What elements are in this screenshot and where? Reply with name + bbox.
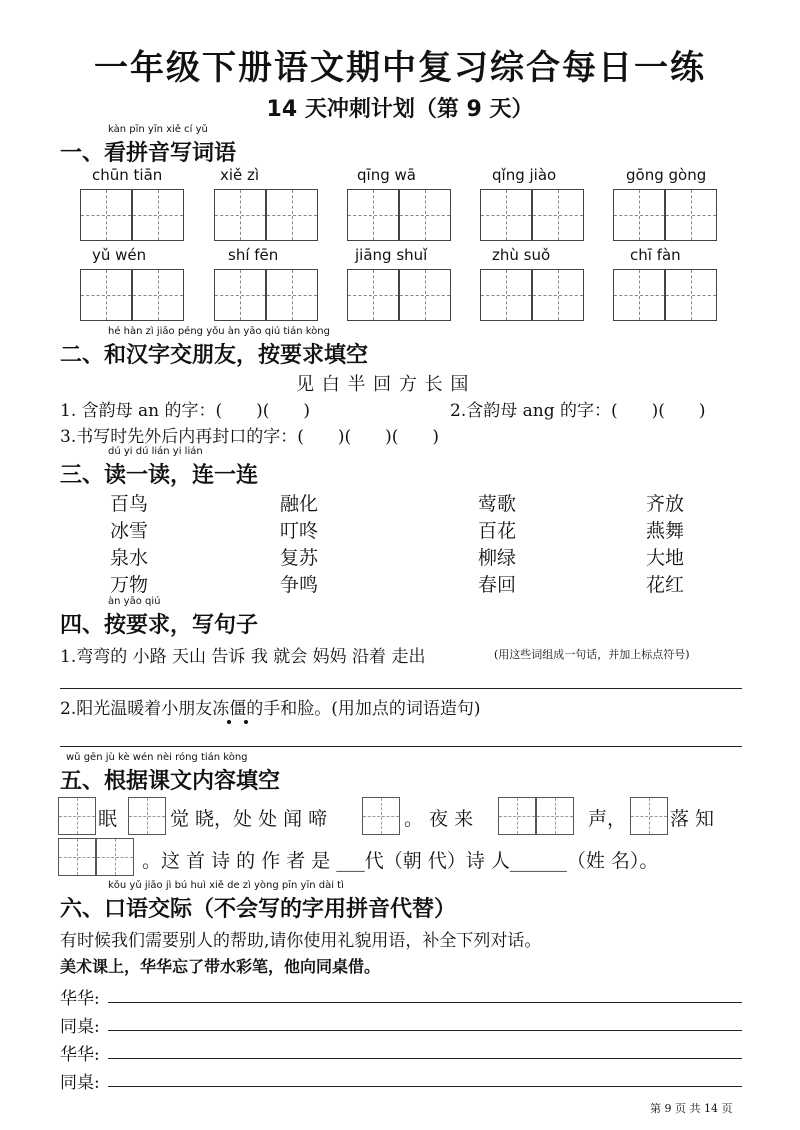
match-word[interactable]: 百鸟 [110,493,149,515]
pinyin-label: qǐng jiào [492,166,557,184]
dialog-scene: 美术课上，华华忘了带水彩笔，他向同桌借。 [60,957,381,976]
writing-cell[interactable] [480,269,532,321]
pinyin-label: chūn tiān [92,166,163,184]
match-word[interactable]: 柳绿 [478,547,517,569]
writing-cell[interactable] [480,189,532,241]
answer-line[interactable] [60,688,742,689]
section6-heading: 六、口语交际（不会写的字用拼音代替） [60,897,457,922]
writing-cell[interactable] [80,189,132,241]
poem-blank-cell[interactable] [96,838,134,876]
writing-cell[interactable] [214,189,266,241]
poem-text: 落 知 [670,808,715,830]
match-word[interactable]: 莺歌 [478,493,517,515]
poem-text: 。 夜 来 [404,808,474,830]
section4-pinyin: àn yāo qiú [108,596,161,607]
emphasis-dot [227,720,231,724]
sentence-question-1: 1.弯弯的 小路 天山 告诉 我 就会 妈妈 沿着 走出 [60,647,426,667]
section5-pinyin: wǔ gēn jù kè wén nèi róng tián kòng [66,752,248,763]
pinyin-label: yǔ wén [92,246,147,264]
match-word[interactable]: 百花 [478,520,517,542]
writing-cell[interactable] [80,269,132,321]
question-an[interactable]: 1. 含韵母 an 的字：( )( ) [60,401,311,421]
writing-cell[interactable] [532,189,584,241]
pinyin-label: chī fàn [630,246,681,264]
match-word[interactable]: 大地 [646,547,685,569]
match-word[interactable]: 泉水 [110,547,149,569]
match-word[interactable]: 花红 [646,574,685,596]
dialog-answer-line[interactable] [108,1030,742,1031]
writing-cell[interactable] [613,269,665,321]
poem-author-text[interactable]: 。这 首 诗 的 作 者 是 ___代（朝 代）诗 人______（姓 名）。 [142,850,659,872]
writing-cell[interactable] [613,189,665,241]
section4-heading: 四、按要求，写句子 [60,613,259,638]
poem-text: 声， [588,808,627,830]
poem-blank-cell[interactable] [630,797,668,835]
emphasis-dot [244,720,248,724]
writing-cell[interactable] [665,269,717,321]
question-ang[interactable]: 2.含韵母 ang 的字：( )( ) [450,401,706,421]
dialog-intro: 有时候我们需要别人的帮助,请你使用礼貌用语，补全下列对话。 [60,931,542,951]
match-word[interactable]: 万物 [110,574,149,596]
section5-heading: 五、根据课文内容填空 [60,769,281,794]
poem-text: 眠 [98,808,118,830]
writing-cell[interactable] [214,269,266,321]
page-subtitle: 14 天冲刺计划（第 9 天） [266,97,534,122]
writing-cell[interactable] [266,269,318,321]
match-word[interactable]: 融化 [280,493,319,515]
pinyin-label: jiāng shuǐ [355,246,428,264]
section2-heading: 二、和汉字交朋友，按要求填空 [60,343,369,368]
pinyin-label: shí fēn [228,246,279,264]
writing-cell[interactable] [132,189,184,241]
match-word[interactable]: 叮咚 [280,520,319,542]
match-word[interactable]: 齐放 [646,493,685,515]
sentence-question-2: 2.阳光温暖着小朋友冻僵的手和脸。(用加点的词语造句) [60,699,481,719]
answer-line[interactable] [60,746,742,747]
poem-blank-cell[interactable] [128,797,166,835]
match-word[interactable]: 复苏 [280,547,319,569]
writing-cell[interactable] [532,269,584,321]
match-word[interactable]: 冰雪 [110,520,149,542]
sentence-question-1-note: (用这些词组成一句话，并加上标点符号) [494,648,690,661]
poem-text: 觉 晓，处 处 闻 啼 [170,808,328,830]
writing-cell[interactable] [347,269,399,321]
pinyin-label: gōng gòng [626,166,707,184]
speaker-label: 华华: [60,1045,100,1065]
page-title: 一年级下册语文期中复习综合每日一练 [94,48,706,88]
section1-pinyin: kàn pīn yīn xiě cí yǔ [108,124,208,135]
writing-cell[interactable] [266,189,318,241]
writing-cell[interactable] [399,269,451,321]
section3-pinyin: dú yi dú lián yi lián [108,446,203,457]
match-word[interactable]: 争鸣 [280,574,319,596]
poem-blank-cell[interactable] [536,797,574,835]
character-list: 见 白 半 回 方 长 国 [296,374,470,395]
writing-cell[interactable] [399,189,451,241]
dialog-answer-line[interactable] [108,1002,742,1003]
section1-heading: 一、看拼音写词语 [60,141,237,166]
section2-pinyin: hé hàn zì jiāo péng yǒu àn yāo qiú tián kòng [108,326,330,337]
page-number: 第 9 页 共 14 页 [650,1102,733,1115]
poem-blank-cell[interactable] [58,838,96,876]
pinyin-label: qīng wā [357,166,416,184]
pinyin-label: xiě zì [220,166,260,184]
dialog-answer-line[interactable] [108,1086,742,1087]
writing-cell[interactable] [132,269,184,321]
question-enclosed[interactable]: 3.书写时先外后内再封口的字：( )( )( ) [60,427,440,447]
poem-blank-cell[interactable] [362,797,400,835]
writing-cell[interactable] [665,189,717,241]
section6-pinyin: kǒu yǔ jiāo jì bú huì xiě de zì yòng pīn yīn dài tì [108,880,344,891]
speaker-label: 华华: [60,989,100,1009]
speaker-label: 同桌: [60,1017,100,1037]
match-word[interactable]: 春回 [478,574,517,596]
speaker-label: 同桌: [60,1073,100,1093]
dialog-answer-line[interactable] [108,1058,742,1059]
match-word[interactable]: 燕舞 [646,520,685,542]
writing-cell[interactable] [347,189,399,241]
poem-blank-cell[interactable] [498,797,536,835]
section3-heading: 三、读一读，连一连 [60,463,259,488]
pinyin-label: zhù suǒ [492,246,551,264]
poem-blank-cell[interactable] [58,797,96,835]
